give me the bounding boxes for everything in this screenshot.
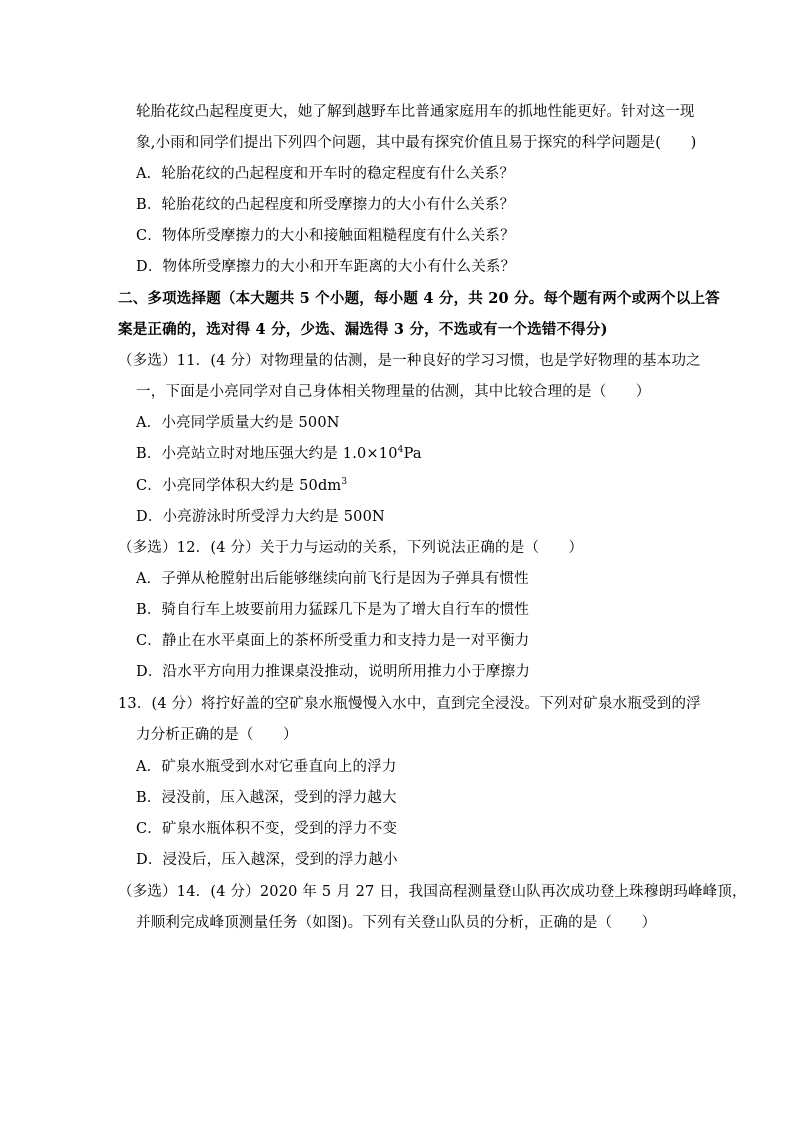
q10-option-c: C．物体所受摩擦力的大小和接触面粗糙程度有什么关系？	[136, 228, 515, 244]
q13-option-c: C．矿泉水瓶体积不变，受到的浮力不变	[136, 821, 398, 837]
q12-stem: （多选）12．(4 分）关于力与运动的关系，下列说法正确的是（ ）	[118, 540, 584, 556]
q13-stem-line-2: 力分析正确的是（ ）	[136, 727, 298, 743]
q11-option-b-exponent: 4	[397, 445, 404, 456]
q11-option-a: A．小亮同学质量大约是 500N	[136, 415, 340, 431]
q12-option-a: A．子弹从枪膛射出后能够继续向前飞行是因为子弹具有惯性	[136, 571, 529, 587]
q14-stem-line-1: （多选）14．(4 分）2020 年 5 月 27 日，我国高程测量登山队再次成功登上珠穆朗玛峰峰顶，	[118, 884, 747, 900]
q11-stem-line-2: 一，下面是小亮同学对自己身体相关物理量的估测，其中比较合理的是（ ）	[136, 384, 651, 400]
q10-option-b: B．轮胎花纹的凸起程度和所受摩擦力的大小有什么关系？	[136, 197, 515, 213]
q11-option-b	[136, 444, 422, 464]
q12-option-c: C．静止在水平桌面上的茶杯所受重力和支持力是一对平衡力	[136, 633, 530, 649]
section-2-heading-line-2: 案是正确的，选对得 4 分，少选、漏选得 3 分，不选或有一个选错不得分)	[118, 321, 608, 338]
q11-option-b-text: B．小亮站立时对地压强大约是 1.0×10	[136, 446, 398, 462]
q11-option-b-unit: Pa	[403, 446, 422, 462]
section-2-heading-line-1: 二、多项选择题（本大题共 5 个小题，每小题 4 分，共 20 分。每个题有两个或两个以上答	[118, 290, 720, 307]
q12-option-d: D．沿水平方向用力推课桌没推动，说明所用推力小于摩擦力	[136, 664, 531, 680]
q13-option-a: A．矿泉水瓶受到水对它垂直向上的浮力	[136, 759, 397, 775]
q10-option-d: D．物体所受摩擦力的大小和开车距离的大小有什么关系？	[136, 259, 516, 275]
q10-option-a: A．轮胎花纹的凸起程度和开车时的稳定程度有什么关系？	[136, 166, 515, 182]
q10-stem-line-1: 轮胎花纹凸起程度更大，她了解到越野车比普通家庭用车的抓地性能更好。针对这一现	[136, 104, 695, 120]
q11-option-d: D．小亮游泳时所受浮力大约是 500N	[136, 509, 385, 525]
q14-stem-line-2: 并顺利完成峰顶测量任务（如图)。下列有关登山队员的分析，正确的是（ ）	[136, 915, 657, 931]
q11-option-c-exponent: 3	[341, 477, 348, 488]
q11-option-c-text: C．小亮同学体积大约是 50dm	[136, 478, 342, 494]
q11-stem-line-1: （多选）11．(4 分）对物理量的估测，是一种良好的学习习惯，也是学好物理的基本功之	[118, 353, 701, 369]
q13-stem-line-1: 13．(4 分）将拧好盖的空矿泉水瓶慢慢入水中，直到完全浸没。下列对矿泉水瓶受到的浮	[118, 696, 701, 712]
q10-stem-line-2: 象,小雨和同学们提出下列四个问题，其中最有探究价值且易于探究的科学问题是( )	[136, 135, 697, 151]
q13-option-b: B．浸没前，压入越深，受到的浮力越大	[136, 790, 397, 806]
q13-option-d: D．浸没后，压入越深，受到的浮力越小	[136, 852, 398, 868]
q12-option-b: B．骑自行车上坡要前用力猛踩几下是为了增大自行车的惯性	[136, 602, 530, 618]
q11-option-c	[136, 476, 347, 496]
